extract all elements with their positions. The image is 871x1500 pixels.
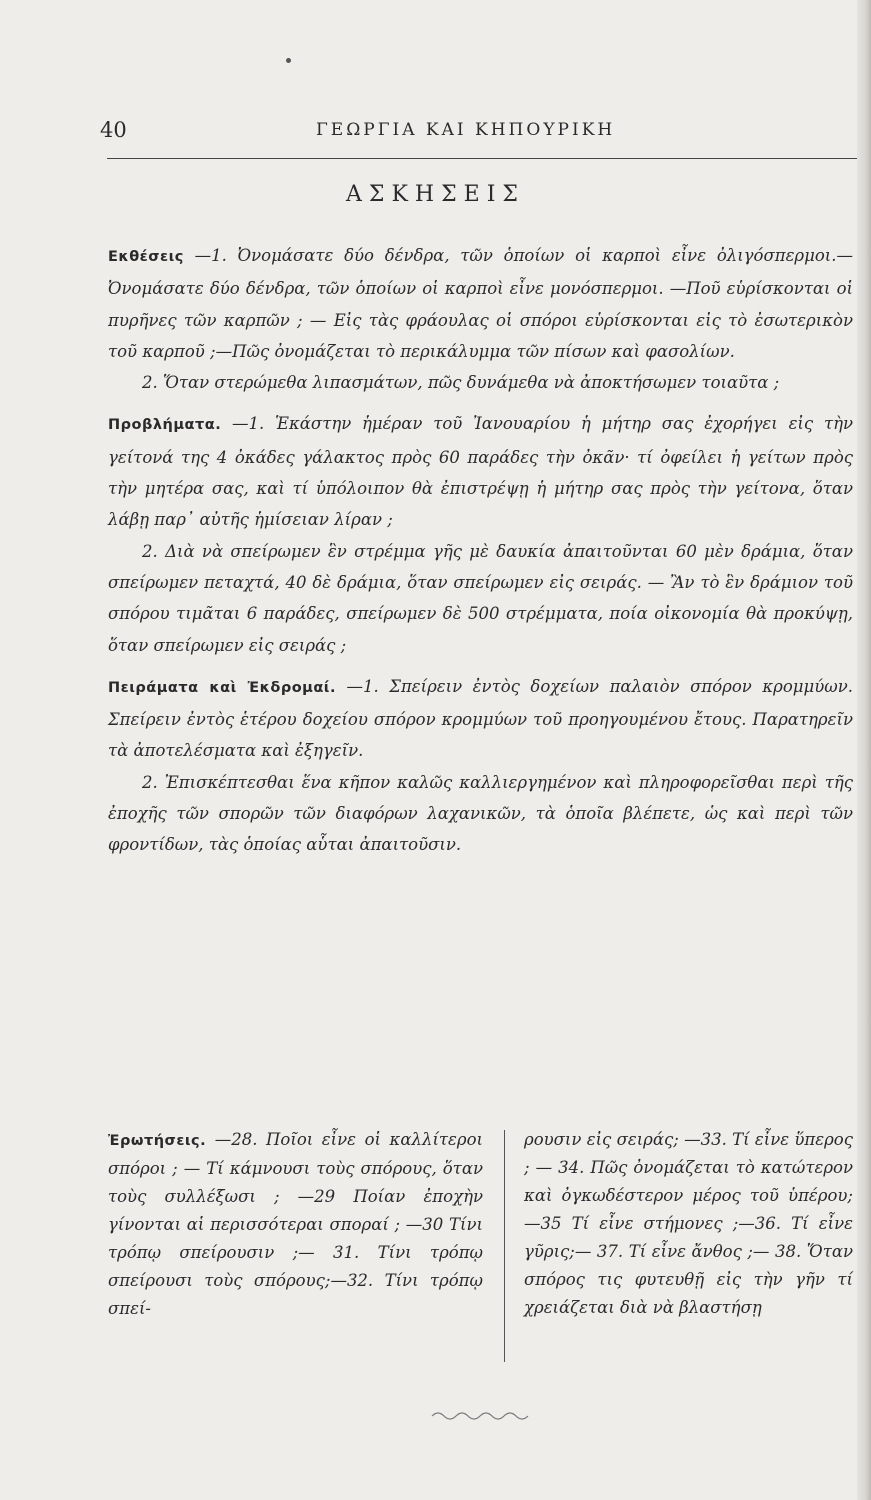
peiramata-text-2: 2. Ἐπισκέπτεσθαι ἕνα κῆπον καλῶς καλλιεργημένον καὶ πληροφορεῖσθαι περὶ τῆς ἐποχῆς τῶν σπορῶν τῶν διαφόρων λαχανικῶν, τὰ ὁποῖα βλέπετε, ὡς καὶ περὶ τῶν φροντίδων, τὰς ὁποίας αὗται ἀπαιτοῦσιν. <box>108 772 853 855</box>
questions-right-column <box>524 1126 853 1322</box>
page-edge <box>857 0 871 1500</box>
ektheseis-text-2: 2. Ὅταν στερώμεθα λιπασμάτων, πῶς δυνάμεθα νὰ ἀποκτήσωμεν τοιαῦτα ; <box>142 373 780 393</box>
problimata-text-2: 2. Διὰ νὰ σπείρωμεν ἓν στρέμμα γῆς μὲ δαυκία ἀπαιτοῦνται 60 μὲν δράμια, ὅταν σπείρωμεν πεταχτά, 40 δὲ δράμια, ὅταν σπείρωμεν εἰς σειράς. — Ἂν τὸ ἓν δράμιον τοῦ σπόρου τιμᾶται 6 παράδες, σπείρωμεν δὲ 500 στρέμματα, ποία οἰκονομία θὰ προκύψῃ, ὅταν σπείρωμεν εἰς σειράς ; <box>108 541 853 655</box>
peiramata-paragraph-2 <box>108 767 853 861</box>
questions-columns <box>108 1126 853 1366</box>
page-number: 40 <box>100 118 127 142</box>
running-title: ΓΕΩΡΓΙΑ ΚΑΙ ΚΗΠΟΥΡΙΚΗ <box>316 120 616 140</box>
erotiseis-label: Ἐρωτήσεις. <box>108 1133 207 1149</box>
peiramata-label: Πειράματα καὶ Ἐκδρομαί. <box>108 679 336 696</box>
section-heading: ΑΣΚΗΣΕΙΣ <box>346 182 525 207</box>
problimata-label: Προβλήματα. <box>108 417 222 434</box>
questions-left-column <box>108 1126 483 1323</box>
ektheseis-paragraph-2 <box>108 367 853 398</box>
ektheseis-paragraph <box>108 240 853 367</box>
exercises-body <box>108 240 853 861</box>
problimata-paragraph <box>108 408 853 535</box>
problimata-text: —1. Ἑκάστην ἡμέραν τοῦ Ἰανουαρίου ἡ μήτηρ σας ἐχορήγει εἰς τὴν γείτονά της 4 ὀκάδες γάλακτος πρὸς 60 παράδες τὴν ὀκᾶν· τί ὀφείλει ἡ γείτων πρὸς τὴν μητέρα σας, καὶ τί ὑπόλοιπον θὰ ἐπιστρέψῃ ἡ μήτηρ σας πρὸς τὴν γείτονα, ὅταν λάβῃ παρ᾽ αὐτῆς ἡμίσειαν λίραν ; <box>108 414 853 530</box>
ektheseis-label: Εκθέσεις <box>108 249 184 265</box>
erotiseis-left-text: —28. Ποῖοι εἶνε οἱ καλλίτεροι σπόροι ; — Τί κάμνουσι τοὺς σπόρους, ὅταν τοὺς συλλέξωσι ; —29 Ποίαν ἐποχὴν γίνονται αἱ περισσότεραι σποραί ; —30 Τίνι τρόπῳ σπείρουσιν ;— 31. Τίνι τρόπῳ σπείρουσι τοὺς σπόρους;—32. Τίνι τρόπῳ σπεί- <box>108 1130 483 1318</box>
page-header <box>100 118 860 158</box>
header-rule <box>107 158 857 159</box>
ektheseis-text: —1. Ὀνομάσατε δύο δένδρα, τῶν ὁποίων οἱ καρποὶ εἶνε ὀλιγόσπερμοι.—Ὀνομάσατε δύο δένδρα, τῶν ὁποίων οἱ καρποὶ εἶνε μονόσπερμοι. —Ποῦ εὑρίσκονται οἱ πυρῆνες τῶν καρπῶν ; — Εἰς τὰς φράουλας οἱ σπόροι εὑρίσκονται εἰς τὸ ἐσωτερικὸν τοῦ καρποῦ ;—Πῶς ὀνομάζεται τὸ περικάλυμμα τῶν πίσων καὶ φασολίων. <box>108 246 854 361</box>
peiramata-paragraph <box>108 671 853 767</box>
peiramata-text: —1. Σπείρειν ἐντὸς δοχείων παλαιὸν σπόρον κρομμύων. Σπείρειν ἐντὸς ἑτέρου δοχείου σπόρον κρομμύων τοῦ προηγουμένου ἔτους. Παρατηρεῖν τὰ ἀποτελέσματα καὶ ἐξηγεῖν. <box>108 676 854 761</box>
end-ornament <box>430 1410 530 1422</box>
problimata-paragraph-2 <box>108 536 853 661</box>
ink-spot <box>286 58 291 63</box>
column-divider <box>504 1130 505 1362</box>
erotiseis-right-text: ρουσιν εἰς σειράς; —33. Τί εἶνε ὕπερος ; — 34. Πῶς ὀνομάζεται τὸ κατώτερον καὶ ὀγκωδέστερον μέρος τοῦ ὑπέρου; —35 Τί εἶνε στήμονες ;—36. Τί εἶνε γῦρις;— 37. Τί εἶνε ἄνθος ;— 38. Ὅταν σπόρος τις φυτευθῇ εἰς τὴν γῆν τί χρειάζεται διὰ νὰ βλαστήσῃ <box>524 1130 853 1317</box>
